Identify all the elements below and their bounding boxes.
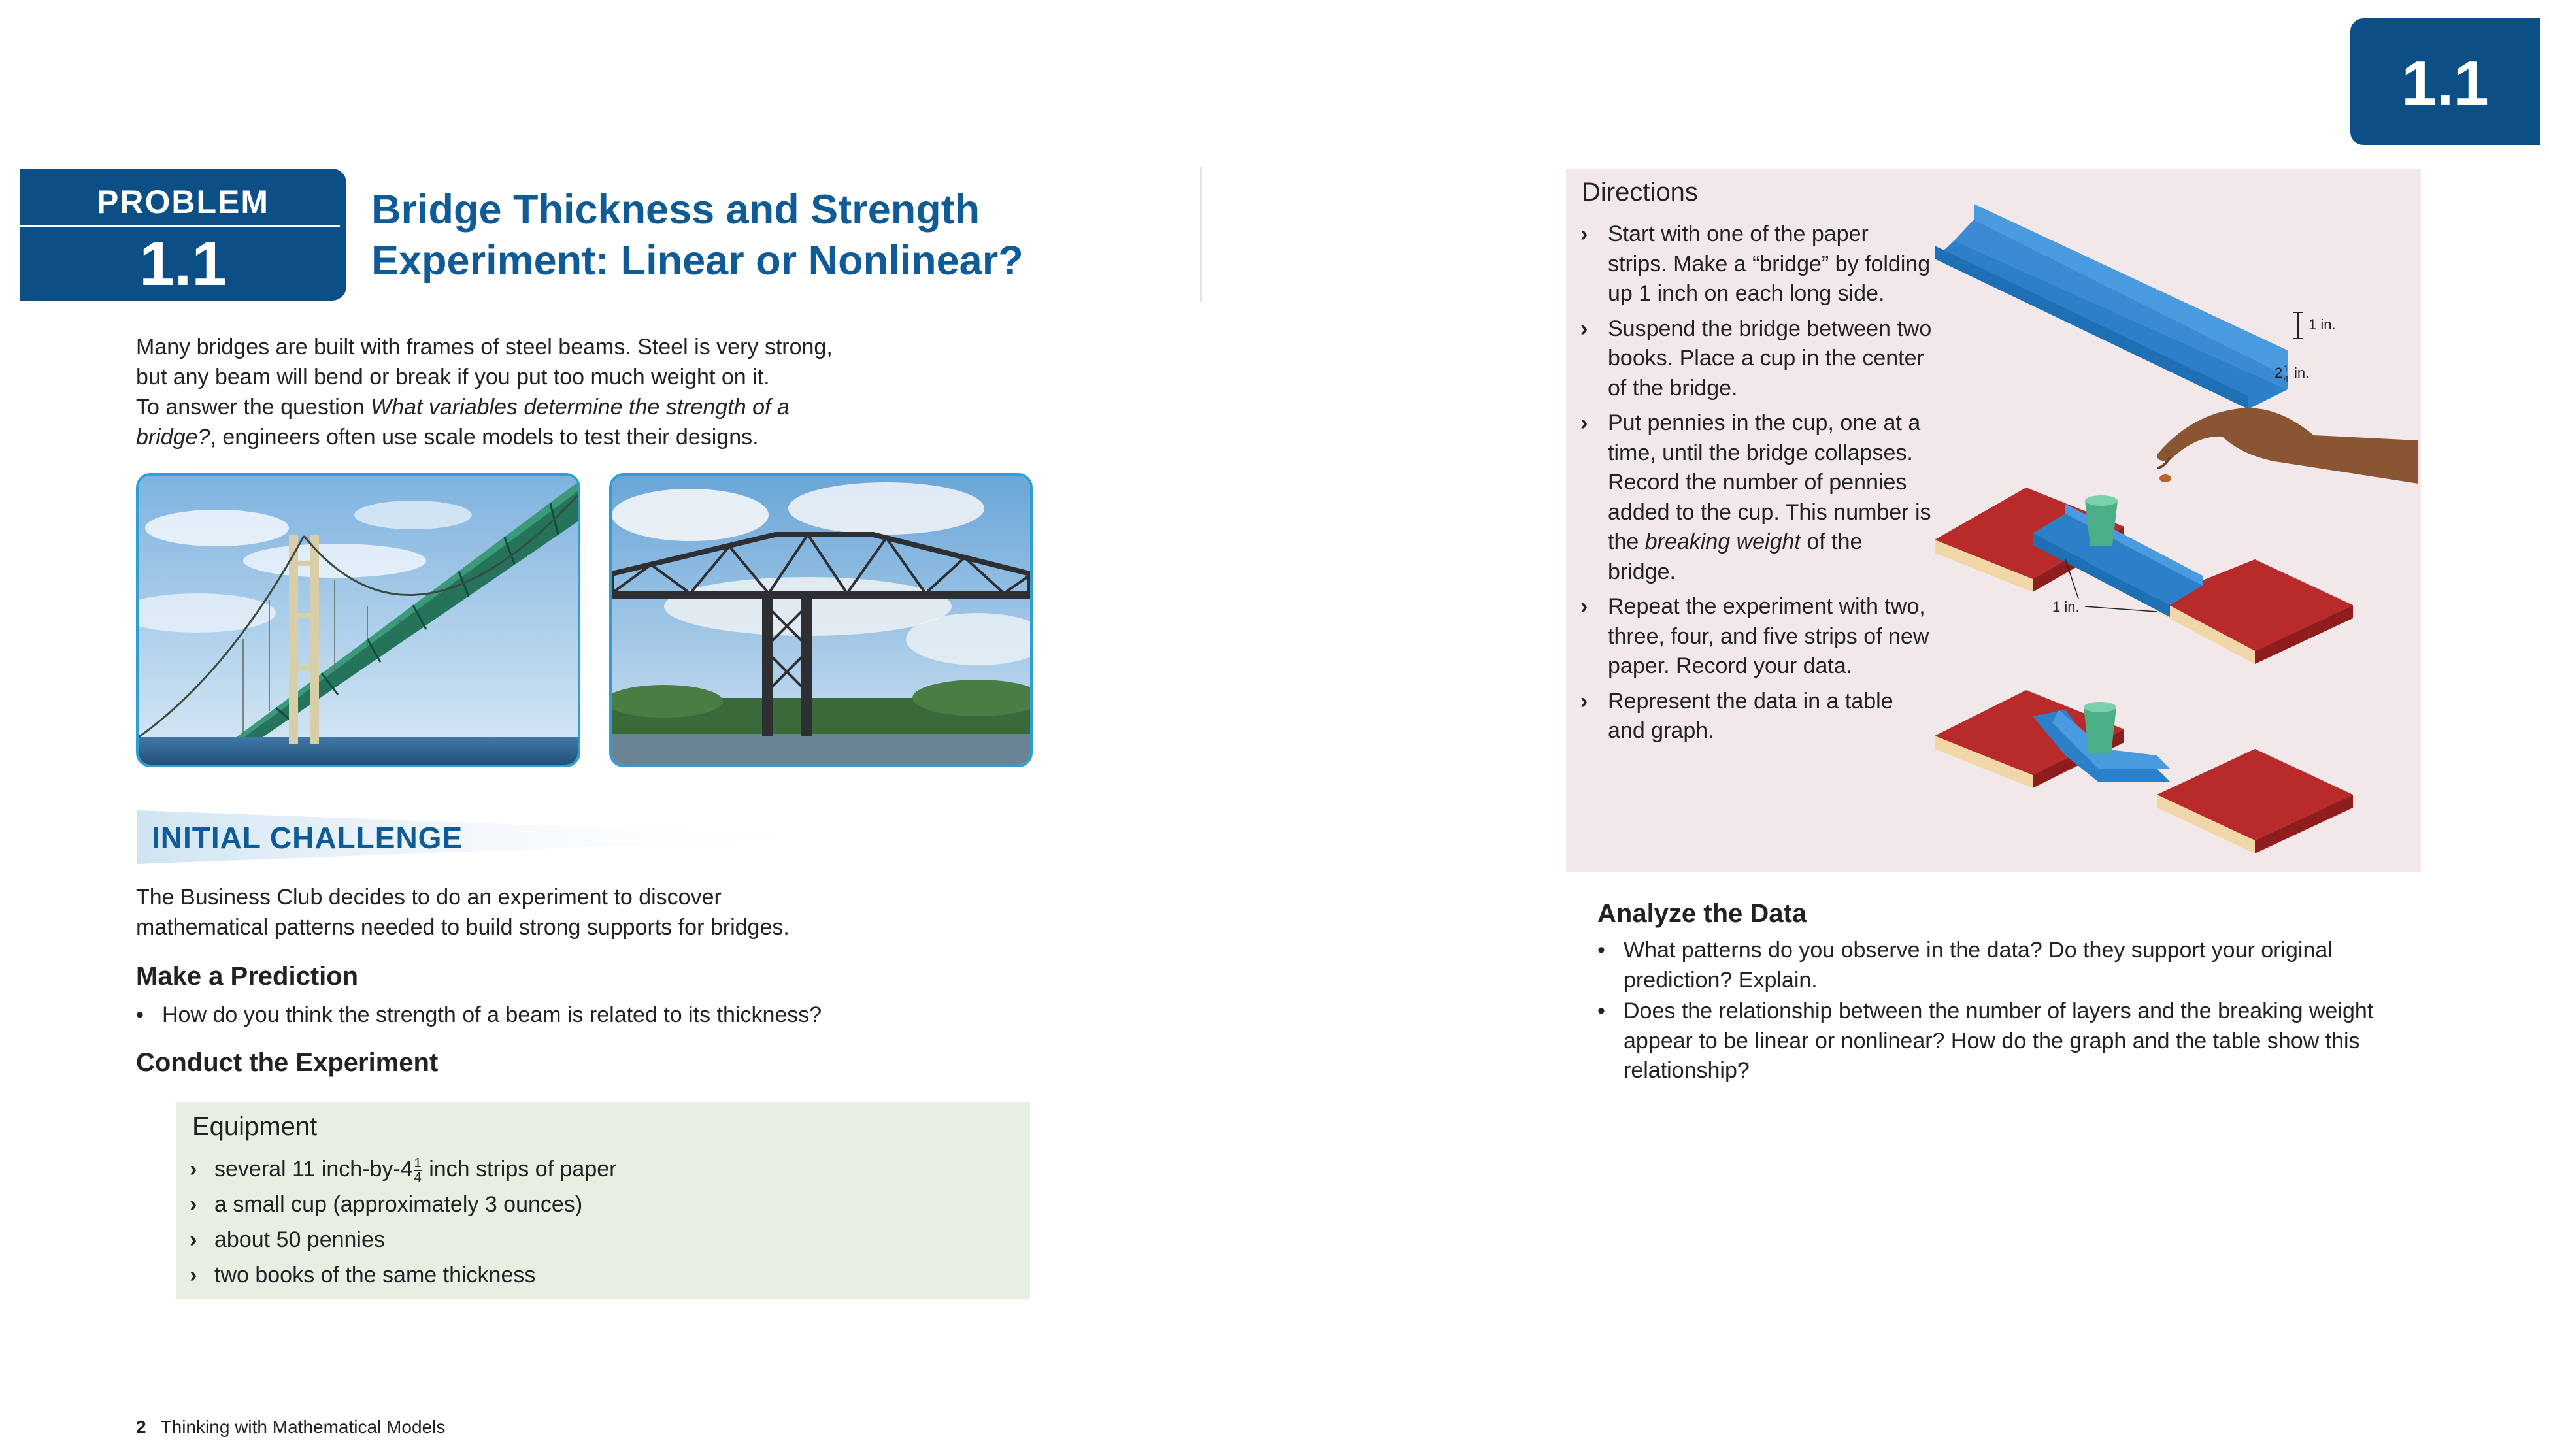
- analyze-question: What patterns do you observe in the data? Do they support your original prediction? Explain.: [1624, 938, 2333, 993]
- width-label-whole: 2: [2274, 365, 2283, 381]
- width-label-num: 1: [2284, 363, 2289, 373]
- section-tab: [2350, 18, 2540, 145]
- analyze-bullet: [1597, 997, 2408, 1086]
- prediction-question: How do you think the strength of a beam is related to its thickness?: [162, 1002, 822, 1027]
- problem-badge-rule: [20, 225, 340, 227]
- intro-line: [136, 392, 907, 422]
- direction-text: Start with one of the paper strips. Make a “bridge” by folding up 1 inch on each long side.: [1608, 222, 1931, 306]
- equipment-item-text: a small cup (approximately 3 ounces): [214, 1192, 583, 1217]
- chevron-right-icon: ›: [190, 1263, 197, 1287]
- book-title: Thinking with Mathematical Models: [160, 1417, 446, 1437]
- chevron-right-icon: ›: [1580, 688, 1588, 714]
- height-label: 1 in.: [2308, 316, 2336, 333]
- intro-line: [136, 422, 907, 452]
- equipment-item-text: inch strips of paper: [422, 1157, 617, 1182]
- collapsed-bridge-scene: [1935, 690, 2353, 853]
- suspension-bridge-photo: [136, 473, 580, 767]
- initial-challenge-heading: INITIAL CHALLENGE: [152, 821, 463, 855]
- chevron-right-icon: ›: [1580, 594, 1588, 619]
- hand-illustration: [2157, 408, 2418, 484]
- directions-heading: Directions: [1582, 178, 1698, 207]
- initial-challenge-banner: [137, 810, 856, 864]
- intro-text: , engineers often use scale models to test their designs.: [210, 425, 759, 450]
- bridge-setup-scene: [1935, 488, 2353, 664]
- analyze-bullet: [1597, 936, 2408, 995]
- equipment-box: [176, 1102, 1030, 1299]
- conduct-heading: Conduct the Experiment: [136, 1048, 439, 1077]
- penny-icon: [2159, 474, 2171, 482]
- problem-title: [371, 184, 1090, 286]
- direction-step: [1580, 408, 1933, 587]
- section-tab-number: 1.1: [2401, 48, 2489, 118]
- equipment-item-text: about 50 pennies: [214, 1227, 385, 1252]
- problem-title-line1: Bridge Thickness and Strength: [371, 187, 980, 233]
- challenge-line: mathematical patterns needed to build strong supports for bridges.: [136, 915, 790, 940]
- intro-line: but any beam will bend or break if you put too much weight on it.: [136, 365, 770, 389]
- folded-paper-strip: [1935, 204, 2288, 409]
- intro-line: Many bridges are built with frames of steel beams. Steel is very strong,: [136, 335, 833, 359]
- intro-paragraph: [136, 332, 907, 452]
- page-number: 2: [136, 1417, 146, 1437]
- problem-badge: [20, 169, 346, 301]
- column-divider: [1200, 167, 1202, 302]
- equipment-item: [190, 1257, 616, 1293]
- direction-step: [1580, 687, 1933, 746]
- truss-bridge-photo: [609, 473, 1033, 767]
- direction-step: [1580, 220, 1933, 309]
- direction-text: Suspend the bridge between two books. Place a cup in the center of the bridge.: [1608, 316, 1932, 401]
- intro-question-end: bridge?: [136, 425, 210, 450]
- truss-bridge-image: [612, 476, 1030, 765]
- initial-challenge-text: [136, 882, 986, 942]
- equipment-heading: Equipment: [192, 1112, 318, 1141]
- chevron-right-icon: ›: [1580, 410, 1588, 435]
- chevron-right-icon: ›: [190, 1157, 197, 1182]
- fraction-denominator: 4: [414, 1170, 422, 1185]
- direction-text: Represent the data in a table and graph.: [1608, 688, 1893, 743]
- challenge-line: The Business Club decides to do an experiment to discover: [136, 885, 722, 910]
- width-label-unit: in.: [2294, 365, 2310, 381]
- breaking-weight-term: breaking weight: [1644, 529, 1801, 554]
- direction-text: Put pennies in the cup, one at a time, until the bridge collapses. Record the number of pennies added to the cup. This number is the: [1608, 410, 1931, 554]
- width-label-den: 4: [2284, 374, 2289, 384]
- chevron-right-icon: ›: [190, 1192, 197, 1217]
- equipment-item: [190, 1222, 616, 1257]
- suspension-bridge-image: [139, 476, 578, 765]
- problem-number: 1.1: [139, 229, 227, 299]
- prediction-heading: Make a Prediction: [136, 962, 359, 991]
- direction-text: Repeat the experiment with two, three, four, and five strips of new paper. Record your data.: [1608, 594, 1929, 678]
- equipment-list: [190, 1151, 616, 1293]
- chevron-right-icon: ›: [1580, 222, 1588, 246]
- chevron-right-icon: ›: [1580, 316, 1588, 341]
- prediction-bullet: [136, 1000, 822, 1030]
- bullet-dot: •: [1597, 999, 1605, 1023]
- fraction-one-quarter: [414, 1157, 422, 1184]
- bullet-dot: •: [1597, 938, 1605, 963]
- directions-list: [1580, 220, 1933, 752]
- analyze-list: [1597, 936, 2408, 1087]
- intro-question: What variables determine the strength of a: [371, 395, 790, 420]
- intro-text: To answer the question: [136, 395, 371, 420]
- equipment-item-text: several 11 inch-by-4: [214, 1157, 413, 1182]
- direction-step: [1580, 314, 1933, 404]
- problem-title-line2: Experiment: Linear or Nonlinear?: [371, 238, 1024, 284]
- overlap-label: 1 in.: [2052, 599, 2080, 615]
- direction-text: of the bridge.: [1608, 529, 1863, 584]
- chevron-right-icon: ›: [190, 1227, 197, 1252]
- analyze-question: Does the relationship between the number of layers and the breaking weight appear to be linear or nonlinear? How do the graph and the table show this relationship?: [1624, 999, 2374, 1083]
- fraction-numerator: 1: [414, 1156, 422, 1171]
- equipment-item: [190, 1187, 616, 1222]
- problem-label: PROBLEM: [97, 184, 269, 220]
- direction-step: [1580, 592, 1933, 682]
- experiment-illustration: [1935, 193, 2418, 860]
- page-footer: [136, 1417, 445, 1438]
- equipment-item: [190, 1151, 616, 1187]
- equipment-item-text: two books of the same thickness: [214, 1263, 536, 1287]
- bullet-dot: •: [136, 1002, 144, 1027]
- analyze-heading: Analyze the Data: [1597, 899, 1807, 928]
